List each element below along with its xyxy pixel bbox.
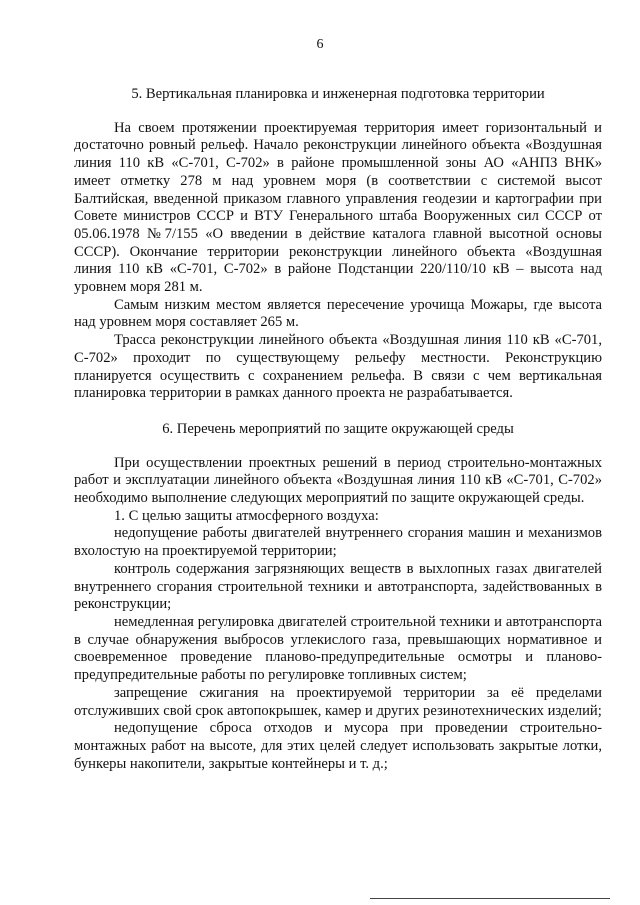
section-5-paragraph: На своем протяжении проектируемая территория имеет горизонтальный и достаточно ровный рельеф. Начало реконструкции линейного объекта «Воздушная линия 110 кВ «С-701, С-702» в районе промышленной зоны АО «АНПЗ ВНК» имеет отметку 278 м над уровнем моря (в соответствии с системой высот Балтийская, введенной приказом главного управления геодезии и картографии при Совете министров СССР и ВТУ Генерального штаба Вооруженных сил СССР от 05.06.1978 №7/155 «О введении в действие каталога главной высотной основы СССР). Окончание территории реконструкции линейного объекта «Воздушная линия 110 кВ «С-701, С-702» в районе Подстанции 220/110/10 кВ – высота над уровнем моря 281 м. [74, 119, 602, 296]
section-6-list-item: недопущение работы двигателей внутреннего сгорания машин и механизмов вхолостую на проектируемой территории; [74, 525, 602, 560]
section-5-heading: 5. Вертикальная планировка и инженерная подготовка территории [131, 86, 545, 102]
footer-rule [370, 898, 610, 899]
section-6-list-item: запрещение сжигания на проектируемой территории за её пределами отслуживших свой срок автопокрышек, камер и других резинотехнических изделий; [74, 684, 602, 719]
page-number: 6 [316, 37, 324, 52]
section-6-list-title: 1. С целью защиты атмосферного воздуха: [114, 507, 379, 524]
section-6-heading: 6. Перечень мероприятий по защите окружающей среды [162, 420, 514, 437]
section-6-list-item: контроль содержания загрязняющих веществ в выхлопных газах двигателей внутреннего сгорания строительной техники и автотранспорта, задействованных в реконструкции; [74, 560, 602, 613]
section-5-paragraph: Самым низким местом является пересечение урочища Можары, где высота над уровнем моря составляет 265 м. [74, 296, 602, 331]
document-body [74, 76, 602, 773]
section-5-paragraph: Трасса реконструкции линейного объекта «Воздушная линия 110 кВ «С-701, С-702» проходит по существующему рельефу местности. Реконструкцию планируется осуществить с сохранением рельефа. В связи с чем вертикальная планировка территории в рамках данного проекта не разрабатывается. [74, 332, 602, 402]
section-6-paragraph: При осуществлении проектных решений в период строительно-монтажных работ и эксплуатации линейного объекта «Воздушная линия 110 кВ «С-701, С-702» необходимо выполнение следующих мероприятий по защите окружающей среды. [74, 454, 602, 507]
section-6-list-item: немедленная регулировка двигателей строительной техники и автотранспорта в случае обнаружения выбросов углекислого газа, превышающих нормативное и своевременное проведение планово-предупредительные осмотры и планово-предупредительные работы по регулировке топливных систем; [74, 613, 602, 684]
section-6-list-item: недопущение сброса отходов и мусора при проведении строительно-монтажных работ на высоте, для этих целей следует использовать закрытые лотки, бункеры накопители, закрытые контейнеры и т. д.; [74, 720, 602, 772]
